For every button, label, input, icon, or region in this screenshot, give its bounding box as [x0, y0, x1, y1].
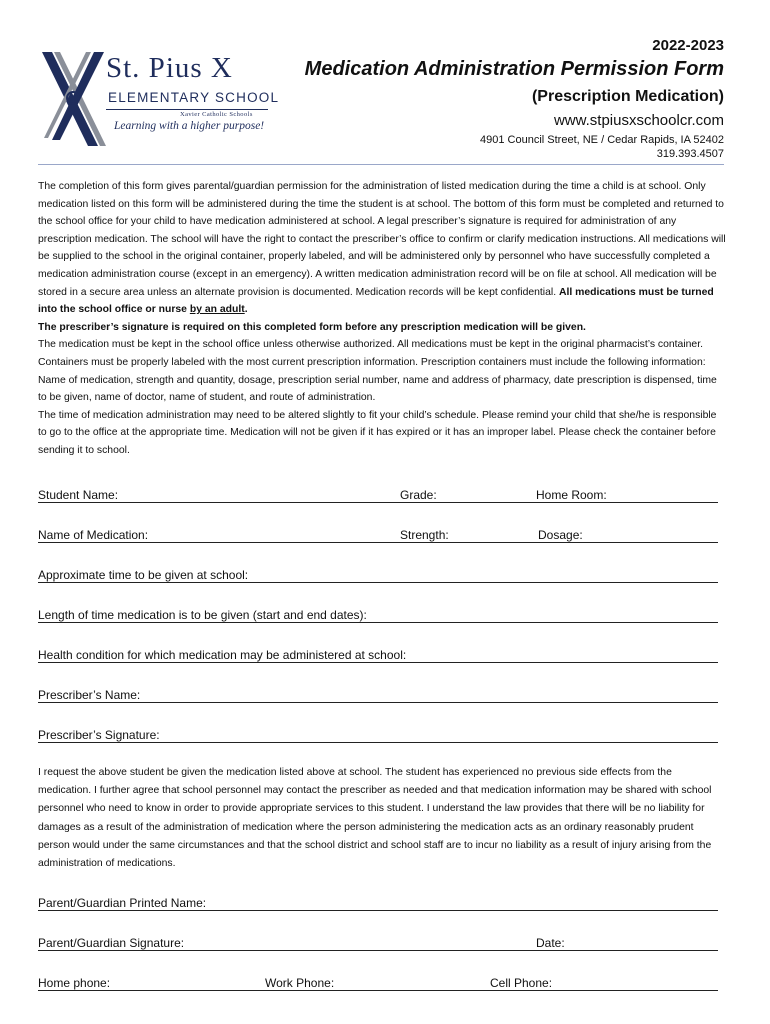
strength-label: Strength:	[400, 528, 449, 542]
row-phones	[38, 974, 718, 992]
instructions-paragraph-1	[38, 178, 726, 319]
row-parent-name	[38, 894, 718, 912]
form-subtitle: (Prescription Medication)	[531, 88, 724, 105]
logo-divider	[106, 109, 268, 110]
logo-school-name: St. Pius X	[106, 52, 233, 84]
instructions-text: The completion of this form gives parental/guardian permission for the administration of listed medication during the time a child is at school. Only medication listed on this form will be administered during the time the student is at school. The bottom of this form must be completed and returned to the school office for your child to have medication administered at school. A legal prescriber’s signature is required for administration of any prescription medication. The school will have the right to contact the prescriber’s office to confirm or clarify medication instructions. All medications will be supplied to the school in the original container, properly labeled, and will be administered only by personnel who have successfully completed a medication administration course (except in an emergency). A written medication administration record will be on file at school. All medication will be stored in a secure area unless an alternate provision is documented. Medication records will be kept confidential.	[38, 181, 726, 298]
timing-instructions: The time of medication administration may need to be altered slightly to fit your child’s schedule. Please remind your child that she/he is responsible to go to the office at the appropriate time. Medication will not be given if it has expired or it has an improper label. Please check the container before sending it to school.	[38, 409, 717, 456]
row-prescriber-name	[38, 686, 718, 704]
turn-in-notice: All medications must be turned into the school office or nurse	[38, 286, 714, 316]
school-website: www.stpiusxschoolcr.com	[553, 112, 724, 129]
row-medication	[38, 526, 718, 544]
student-name-line[interactable]	[38, 502, 718, 503]
work-phone-label: Work Phone:	[265, 976, 335, 990]
row-approx-time	[38, 566, 718, 584]
row-health-condition	[38, 646, 718, 664]
logo-tagline: Learning with a higher purpose!	[114, 120, 265, 132]
instructions	[38, 178, 726, 460]
medication-name-line[interactable]	[38, 542, 718, 543]
prescriber-signature-label: Prescriber’s Signature:	[38, 728, 160, 742]
prescriber-name-line[interactable]	[38, 702, 718, 703]
header-divider	[38, 164, 724, 165]
school-logo	[38, 50, 280, 150]
school-year: 2022-2023	[652, 37, 724, 54]
health-condition-label: Health condition for which medication may be administered at school:	[38, 648, 407, 662]
home-room-label: Home Room:	[536, 488, 607, 502]
school-address: 4901 Council Street, NE / Cedar Rapids, IA 52402	[480, 134, 724, 146]
date-label: Date:	[536, 936, 565, 950]
logo-school-type: ELEMENTARY SCHOOL	[108, 90, 280, 105]
student-name-label: Student Name:	[38, 488, 119, 502]
storage-instructions: The medication must be kept in the school office unless otherwise authorized. All medications must be kept in the original pharmacist’s container. Containers must be properly labeled with the most current prescription information. Prescription containers must include the following information: Name of medication, strength and quantity, dosage, prescription serial number, name and address of pharmacy, date prescription is dispensed, time to be given, name of doctor, name of student, and route of administration.	[38, 339, 717, 404]
phones-line[interactable]	[38, 990, 718, 991]
dosage-label: Dosage:	[538, 528, 583, 542]
by-an-adult-emphasis: by an adult	[189, 304, 245, 316]
health-condition-line[interactable]	[38, 662, 718, 663]
approx-time-line[interactable]	[38, 582, 718, 583]
form-title: Medication Administration Permission Form	[304, 58, 724, 80]
row-student	[38, 486, 718, 504]
medication-name-label: Name of Medication:	[38, 528, 149, 542]
parent-signature-label: Parent/Guardian Signature:	[38, 936, 185, 950]
length-of-time-label: Length of time medication is to be given (start and end dates):	[38, 608, 367, 622]
cell-phone-label: Cell Phone:	[490, 976, 553, 990]
parent-consent: I request the above student be given the medication listed above at school. The student has experienced no previous side effects from the medication. I further agree that school personnel may contact the prescriber as needed and that medication information may be shared with school personnel who need to know in order to provide appropriate services to this student. I understand the law provides that there will be no liability for damages as a result of the administration of medication where the person administering the medication acts as an ordinary reasonably prudent person would under the same circumstances and that the school district and school staff are to incur no liability as a result of injury arising from the administration of medications.	[38, 767, 712, 870]
approx-time-label: Approximate time to be given at school:	[38, 568, 249, 582]
row-length-of-time	[38, 606, 718, 624]
prescriber-name-label: Prescriber’s Name:	[38, 688, 141, 702]
home-phone-label: Home phone:	[38, 976, 111, 990]
prescriber-signature-notice: The prescriber’s signature is required on this completed form before any prescription medication will be given.	[38, 321, 586, 333]
logo-network: Xavier Catholic Schools	[180, 111, 253, 118]
row-parent-signature	[38, 934, 718, 952]
grade-label: Grade:	[400, 488, 437, 502]
prescriber-signature-line[interactable]	[38, 742, 718, 743]
turn-in-notice-end: .	[244, 304, 248, 316]
parent-signature-line[interactable]	[38, 950, 718, 951]
parent-printed-name-line[interactable]	[38, 910, 718, 911]
length-of-time-line[interactable]	[38, 622, 718, 623]
row-prescriber-signature	[38, 726, 718, 744]
school-phone: 319.393.4507	[656, 148, 724, 160]
parent-printed-name-label: Parent/Guardian Printed Name:	[38, 896, 207, 910]
